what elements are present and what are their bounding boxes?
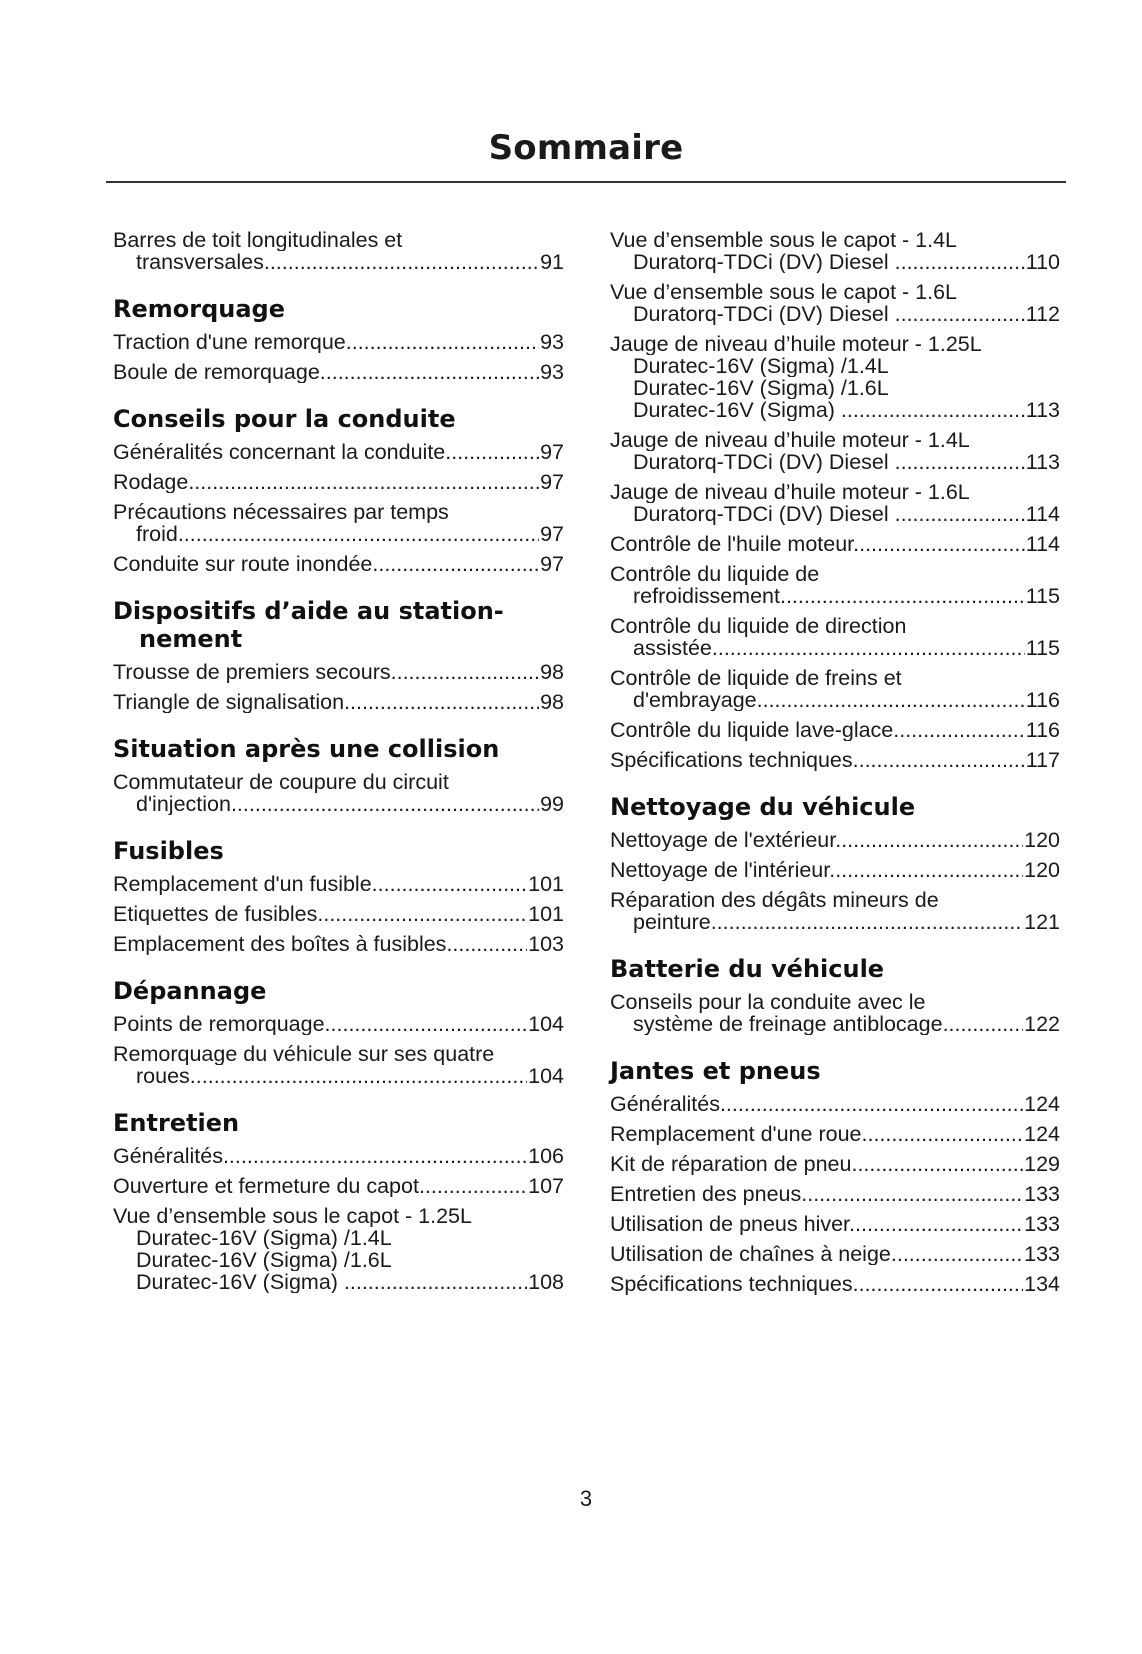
toc-entry-label: Conduite sur route inondée [113,553,373,575]
toc-entry-text [113,793,564,815]
toc-entry-label: Jauge de niveau d’huile moteur - 1.25L [610,333,982,355]
toc-entry-label: froid [136,523,178,545]
toc-entry[interactable] [610,749,1060,771]
toc-entry-text [610,667,1060,689]
toc-entry-label: Utilisation de chaînes à neige [610,1243,891,1265]
toc-entry-text [113,441,564,463]
section-heading [610,793,1060,821]
section-heading-text: nement [139,625,243,653]
toc-entry-label: refroidissement [633,585,780,607]
toc-entry-label: Remorquage du véhicule sur ses quatre [113,1043,495,1065]
toc-entry-text [610,399,1060,421]
toc-entry-text [113,691,564,713]
toc-page-number: 98 [540,660,564,684]
toc-page-number: 116 [1025,718,1060,742]
toc-page-number: 115 [1025,636,1060,660]
toc-entry-label: Réparation des dégâts mineurs de [610,889,939,911]
section-heading-text: Fusibles [113,837,224,865]
toc-entry[interactable] [113,903,564,925]
toc-entry-label: Rodage [113,471,189,493]
toc-entry-label: Duratec-16V (Sigma) [136,1271,344,1293]
toc-entry-text [113,251,564,273]
toc-entry-text [113,553,564,575]
toc-entry-text [610,585,1060,607]
toc-page-number: 122 [1024,1012,1060,1036]
toc-page-number: 129 [1024,1152,1060,1176]
section-heading [113,597,564,653]
toc-page-number: 101 [528,872,564,896]
toc-entry[interactable] [113,933,564,955]
page-number: 3 [579,1486,593,1511]
toc-entry-text [610,911,1060,933]
toc-entry-label: roues [136,1065,190,1087]
toc-page-number: 115 [1025,584,1060,608]
toc-page-number: 108 [528,1270,564,1294]
toc-entry-label: Généralités concernant la conduite [113,441,446,463]
toc-entry-text [113,1013,564,1035]
toc-entry-text [610,637,1060,659]
toc-entry-text [610,377,1060,399]
toc-entry-text [610,355,1060,377]
toc-entry-label: Vue d’ensemble sous le capot - 1.6L [610,281,958,303]
toc-entry-label: Barres de toit longitudinales et [113,229,403,251]
toc-entry-text [610,563,1060,585]
toc-entry-text [113,471,564,493]
toc-entry[interactable] [113,1013,564,1035]
section-heading-text: Dispositifs d’aide au station- [113,597,504,625]
toc-entry-label: Vue d’ensemble sous le capot - 1.4L [610,229,958,251]
toc-entry-label: transversales [136,251,264,273]
toc-page-number: 97 [540,440,564,464]
toc-entry[interactable] [113,1175,564,1197]
toc-entry-label: Conseils pour la conduite avec le [610,991,926,1013]
toc-entry-label: Boule de remorquage [113,361,320,383]
toc-page-number: 97 [540,470,564,494]
toc-page-number: 134 [1024,1272,1060,1296]
toc-entry-text [610,333,1060,355]
toc-entry-text [610,889,1060,911]
section-heading-text: Jantes et pneus [610,1057,821,1085]
title-divider [106,181,1066,183]
toc-page-number: 104 [528,1064,564,1088]
toc-page-number: 110 [1025,250,1060,274]
toc-page-number: 124 [1024,1092,1060,1116]
toc-right-column [610,229,1060,1303]
toc-page-number: 104 [528,1012,564,1036]
toc-entry-text [610,1183,1060,1205]
toc-page-number: 113 [1025,398,1060,422]
toc-page-number: 120 [1024,828,1060,852]
toc-entry-label: Trousse de premiers secours [113,661,391,683]
toc-page-number: 116 [1025,688,1060,712]
toc-entry-label: Jauge de niveau d’huile moteur - 1.6L [610,481,970,503]
toc-entry-label: Commutateur de coupure du circuit [113,771,449,793]
toc-entry[interactable] [610,1183,1060,1205]
toc-entry-label: Traction d'une remorque [113,331,346,353]
toc-entry-label: Duratorq-TDCi (DV) Diesel [633,251,895,273]
toc-page-number: 97 [540,522,564,546]
toc-entry[interactable] [610,1273,1060,1295]
section-heading-text: Nettoyage du véhicule [610,793,916,821]
toc-entry-label: Remplacement d'une roue [610,1123,862,1145]
toc-entry-label: Généralités [610,1093,720,1115]
section-heading-text: Batterie du véhicule [610,955,885,983]
toc-entry-label: Ouverture et fermeture du capot [113,1175,419,1197]
toc-entry[interactable] [113,691,564,713]
toc-entry-label: Contrôle du liquide de [610,563,820,585]
toc-entry-text [610,749,1060,771]
toc-entry-text [610,1123,1060,1145]
toc-entry[interactable] [113,1043,564,1087]
toc-entry[interactable] [113,553,564,575]
toc-entry[interactable] [610,333,1060,421]
toc-entry-label: d'injection [136,793,231,815]
toc-entry-label: Duratec-16V (Sigma) /1.6L [136,1249,392,1271]
toc-entry[interactable] [113,661,564,683]
toc-entry-text [113,1205,564,1227]
toc-page-number: 117 [1025,748,1060,772]
toc-entry-label: peinture [633,911,711,933]
toc-page-number: 101 [528,902,564,926]
toc-entry-text [610,533,1060,555]
toc-entry-text [610,451,1060,473]
toc-entry-text [610,251,1060,273]
toc-entry-text [610,1213,1060,1235]
toc-entry-text [113,933,564,955]
toc-entry-text [610,1093,1060,1115]
toc-entry[interactable] [610,829,1060,851]
toc-entry-text [610,689,1060,711]
toc-entry-label: Duratec-16V (Sigma) /1.6L [633,377,889,399]
toc-entry-text [610,1243,1060,1265]
toc-entry[interactable] [113,873,564,895]
toc-entry-label: d'embrayage [633,689,757,711]
toc-entry-text [610,859,1060,881]
toc-entry-label: Duratec-16V (Sigma) /1.4L [136,1227,392,1249]
toc-entry-text [113,523,564,545]
toc-entry-text [113,1249,564,1271]
toc-entry-label: système de freinage antiblocage [633,1013,943,1035]
toc-page-number: 91 [540,250,564,274]
toc-entry[interactable] [610,1243,1060,1265]
toc-entry[interactable] [113,229,564,273]
toc-entry-text [113,331,564,353]
toc-page-number: 120 [1024,858,1060,882]
toc-entry-label: assistée [633,637,712,659]
toc-entry-text [610,229,1060,251]
toc-entry-text [113,661,564,683]
toc-page-number: 133 [1024,1212,1060,1236]
toc-page-number: 121 [1024,910,1060,934]
toc-entry-label: Entretien des pneus [610,1183,802,1205]
toc-entry-text [113,873,564,895]
toc-entry[interactable] [113,361,564,383]
toc-entry[interactable] [113,1205,564,1293]
toc-entry[interactable] [113,441,564,463]
toc-entry[interactable] [610,429,1060,473]
toc-entry-text [113,501,564,523]
toc-entry-label: Contrôle de l'huile moteur [610,533,854,555]
toc-entry-label: Nettoyage de l'extérieur [610,829,836,851]
toc-page-number: 97 [540,552,564,576]
toc-entry-label: Précautions nécessaires par temps [113,501,449,523]
toc-entry-label: Vue d’ensemble sous le capot - 1.25L [113,1205,472,1227]
toc-entry-label: Etiquettes de fusibles [113,903,318,925]
toc-left-column [113,229,564,1301]
toc-entry-label: Emplacement des boîtes à fusibles [113,933,447,955]
toc-entry[interactable] [610,889,1060,933]
section-heading-text: Situation après une collision [113,735,500,763]
toc-entry[interactable] [610,229,1060,273]
toc-page-number: 114 [1025,532,1060,556]
toc-entry[interactable] [113,1145,564,1167]
toc-entry-label: Jauge de niveau d’huile moteur - 1.4L [610,429,970,451]
toc-entry-label: Contrôle de liquide de freins et [610,667,902,689]
toc-page-number: 112 [1025,302,1060,326]
toc-entry[interactable] [610,1093,1060,1115]
toc-entry-text [113,903,564,925]
toc-entry-label: Duratorq-TDCi (DV) Diesel [633,303,895,325]
toc-entry[interactable] [610,667,1060,711]
toc-entry-text [610,303,1060,325]
section-heading [113,837,564,865]
toc-entry-label: Généralités [113,1145,223,1167]
toc-entry-text [610,829,1060,851]
toc-entry[interactable] [113,471,564,493]
toc-page-number: 114 [1025,502,1060,526]
toc-entry-label: Points de remorquage [113,1013,325,1035]
toc-entry[interactable] [610,281,1060,325]
toc-entry-label: Kit de réparation de pneu [610,1153,852,1175]
toc-entry-label: Triangle de signalisation [113,691,345,713]
toc-page-number: 103 [528,932,564,956]
toc-entry-text [113,229,564,251]
section-heading [113,977,564,1005]
toc-entry[interactable] [610,533,1060,555]
toc-entry-text [610,991,1060,1013]
toc-entry-text [610,1153,1060,1175]
toc-entry-text [610,481,1060,503]
toc-entry[interactable] [610,991,1060,1035]
toc-entry-label: Duratorq-TDCi (DV) Diesel [633,451,895,473]
toc-entry-label: Spécifications techniques [610,1273,853,1295]
toc-entry-label: Spécifications techniques [610,749,853,771]
toc-entry-text [610,615,1060,637]
toc-entry-text [113,361,564,383]
section-heading [113,735,564,763]
toc-entry-text [113,1271,564,1293]
toc-entry[interactable] [610,1213,1060,1235]
toc-entry-label: Contrôle du liquide lave-glace [610,719,894,741]
toc-entry[interactable] [113,771,564,815]
toc-entry-text [610,719,1060,741]
toc-page-number: 124 [1024,1122,1060,1146]
toc-entry[interactable] [113,501,564,545]
toc-entry-text [113,1065,564,1087]
toc-entry-text [113,1227,564,1249]
section-heading-text: Dépannage [113,977,267,1005]
toc-entry-label: Nettoyage de l'intérieur [610,859,830,881]
section-heading [113,1109,564,1137]
section-heading [113,295,564,323]
section-heading [610,1057,1060,1085]
toc-entry-text [113,771,564,793]
section-heading-text: Conseils pour la conduite [113,405,456,433]
toc-entry-label: Duratec-16V (Sigma) [633,399,841,421]
section-heading [610,955,1060,983]
toc-page-number: 133 [1024,1182,1060,1206]
toc-entry-text [610,1013,1060,1035]
toc-page-number: 113 [1025,450,1060,474]
toc-entry-label: Remplacement d'un fusible [113,873,372,895]
toc-entry[interactable] [113,331,564,353]
section-heading [113,405,564,433]
toc-page-number: 99 [540,792,564,816]
toc-entry-text [610,1273,1060,1295]
toc-entry-text [113,1175,564,1197]
toc-entry-text [610,429,1060,451]
page-title: Sommaire [488,128,684,168]
toc-page-number: 106 [528,1144,564,1168]
toc-page-number: 93 [540,330,564,354]
toc-entry-text [610,503,1060,525]
toc-entry-label: Duratec-16V (Sigma) /1.4L [633,355,889,377]
toc-entry-text [113,1043,564,1065]
toc-entry-label: Duratorq-TDCi (DV) Diesel [633,503,895,525]
toc-entry-text [113,1145,564,1167]
toc-entry[interactable] [610,859,1060,881]
section-heading-text: Entretien [113,1109,240,1137]
toc-entry[interactable] [610,1123,1060,1145]
toc-entry-text [610,281,1060,303]
toc-entry[interactable] [610,615,1060,659]
toc-page-number: 98 [540,690,564,714]
section-heading-text: Remorquage [113,295,286,323]
toc-entry[interactable] [610,481,1060,525]
toc-page-number: 107 [528,1174,564,1198]
toc-page-number: 93 [540,360,564,384]
toc-entry[interactable] [610,1153,1060,1175]
toc-entry-label: Utilisation de pneus hiver [610,1213,850,1235]
toc-entry[interactable] [610,719,1060,741]
toc-entry-label: Contrôle du liquide de direction [610,615,907,637]
toc-page-number: 133 [1024,1242,1060,1266]
toc-entry[interactable] [610,563,1060,607]
